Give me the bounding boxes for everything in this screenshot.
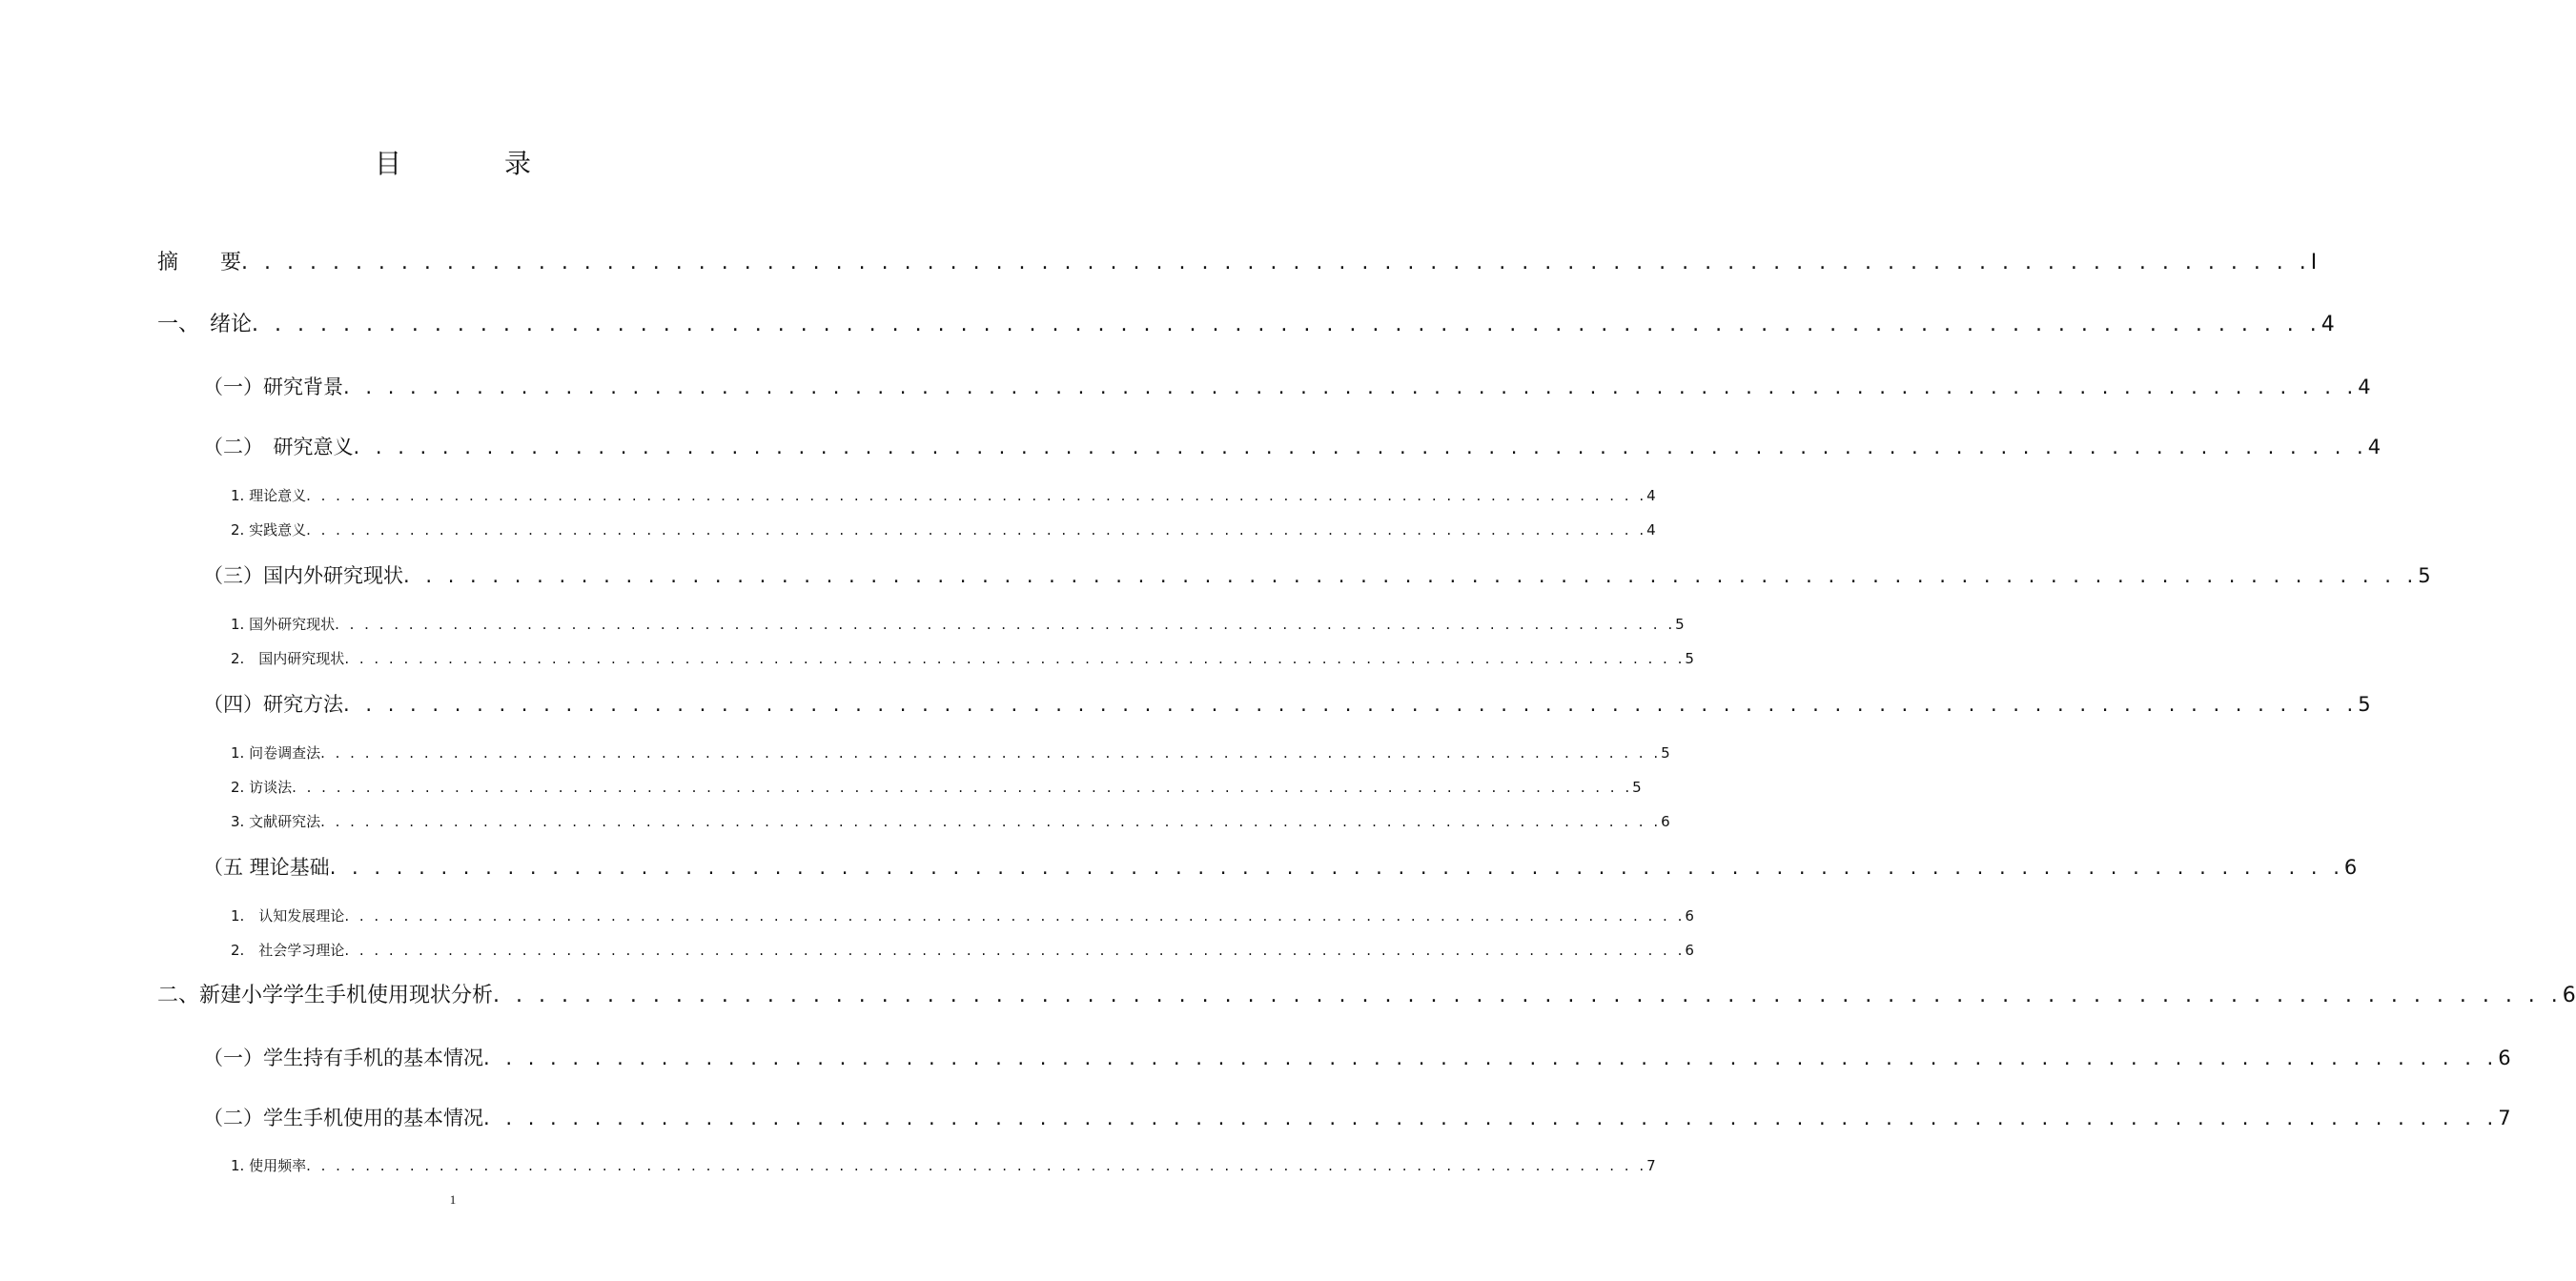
- toc-entry-chapter-1[interactable]: [157, 310, 2335, 340]
- toc-leader-dots: . . . . . . . . . . . . . . . . . . . . . . . . . . . . . . . . . . . . . . . . . . . . . . . . . . . . . . . . . . . . . . . . . . . . . . . . . . . . . . . . . . . . . . . . . . .: [483, 1047, 2499, 1069]
- toc-leader-dots: . . . . . . . . . . . . . . . . . . . . . . . . . . . . . . . . . . . . . . . . . . . . . . . . . . . . . . . . . . . . . . . . . . . . . . . . . . . . . . . . . . . . . . . . . . .: [320, 744, 1662, 762]
- toc-page-number: 6: [1685, 907, 1694, 925]
- toc-entry-sub-1-4-2[interactable]: [231, 777, 1642, 798]
- toc-entry-label: （二） 研究意义: [203, 436, 354, 458]
- toc-page-number: 7: [1646, 1157, 1656, 1174]
- toc-leader-dots: . . . . . . . . . . . . . . . . . . . . . . . . . . . . . . . . . . . . . . . . . . . . . . . . . . . . . . . . . . . . . . . . . . . . . . . . . . . . . . . . . . . . . . . . . . .: [306, 1157, 1647, 1174]
- page-title: 目 录: [374, 148, 569, 179]
- toc-entry-label: 二、新建小学学生手机使用现状分析: [157, 984, 494, 1007]
- toc-entry-label: 1. 国外研究现状: [231, 616, 336, 633]
- toc-entry-sub-1-4-1[interactable]: [231, 742, 1670, 763]
- toc-leader-dots: . . . . . . . . . . . . . . . . . . . . . . . . . . . . . . . . . . . . . . . . . . . . . . . . . . . . . . . . . . . . . . . . . . . . . . . . . . . . . . . . . . . . . . . . . . .: [292, 779, 1633, 796]
- toc-leader-dots: . . . . . . . . . . . . . . . . . . . . . . . . . . . . . . . . . . . . . . . . . . . . . . . . . . . . . . . . . . . . . . . . . . . . . . . . . . . . . . . . . . . . . . . . . . .: [403, 564, 2419, 587]
- toc-entry-sub-1-5-1[interactable]: [231, 905, 1694, 926]
- toc-page-number: 6: [1661, 813, 1670, 830]
- toc-entry-label: 1. 问卷调查法: [231, 744, 321, 762]
- toc-entry-section-1-5[interactable]: [203, 853, 2358, 882]
- toc-entry-label: 2. 国内研究现状: [231, 650, 345, 667]
- toc-entry-label: （三）国内外研究现状: [203, 564, 403, 587]
- toc-page-number: 4: [2320, 313, 2335, 336]
- toc-page-number: 6: [2562, 984, 2576, 1007]
- toc-entry-section-2-1[interactable]: [203, 1044, 2511, 1072]
- toc-entry-label: 2. 社会学习理论: [231, 942, 345, 959]
- toc-entry-sub-2-2-1[interactable]: [231, 1155, 1656, 1176]
- toc-page-number: 5: [1632, 779, 1642, 796]
- toc-leader-dots: . . . . . . . . . . . . . . . . . . . . . . . . . . . . . . . . . . . . . . . . . . . . . . . . . . . . . . . . . . . . . . . . . . . . . . . . . . . . . . . . . . . . . . . . . . .: [252, 313, 2321, 336]
- toc-entry-label: 1. 使用频率: [231, 1157, 307, 1174]
- toc-entry-section-1-1[interactable]: [203, 373, 2371, 401]
- toc-entry-sub-1-2-1[interactable]: [231, 485, 1656, 506]
- toc-leader-dots: . . . . . . . . . . . . . . . . . . . . . . . . . . . . . . . . . . . . . . . . . . . . . . . . . . . . . . . . . . . . . . . . . . . . . . . . . . . . . . . . . . . . . . . . . . .: [493, 984, 2563, 1007]
- toc-page-number: 4: [1646, 487, 1656, 504]
- toc-page-number: 6: [2343, 856, 2358, 879]
- toc-leader-dots: . . . . . . . . . . . . . . . . . . . . . . . . . . . . . . . . . . . . . . . . . . . . . . . . . . . . . . . . . . . . . . . . . . . . . . . . . . . . . . . . . . . . . . . . . . .: [320, 813, 1662, 830]
- toc-entry-label: （二）学生手机使用的基本情况: [203, 1107, 483, 1129]
- toc-entry-sub-1-2-2[interactable]: [231, 519, 1656, 540]
- toc-leader-dots: . . . . . . . . . . . . . . . . . . . . . . . . . . . . . . . . . . . . . . . . . . . . . . . . . . . . . . . . . . . . . . . . . . . . . . . . . . . . . . . . . . . . . . . . . . .: [483, 1107, 2499, 1129]
- toc-entry-label: （一）研究背景: [203, 376, 343, 398]
- toc-entry-label: 1. 理论意义: [231, 487, 307, 504]
- toc-leader-dots: . . . . . . . . . . . . . . . . . . . . . . . . . . . . . . . . . . . . . . . . . . . . . . . . . . . . . . . . . . . . . . . . . . . . . . . . . . . . . . . . . . . . . . . . . . .: [306, 487, 1647, 504]
- toc-leader-dots: . . . . . . . . . . . . . . . . . . . . . . . . . . . . . . . . . . . . . . . . . . . . . . . . . . . . . . . . . . . . . . . . . . . . . . . . . . . . . . . . . . . . . . . . . . .: [343, 693, 2359, 716]
- toc-entry-section-1-2[interactable]: [203, 433, 2382, 461]
- toc-leader-dots: . . . . . . . . . . . . . . . . . . . . . . . . . . . . . . . . . . . . . . . . . . . . . . . . . . . . . . . . . . . . . . . . . . . . . . . . . . . . . . . . . . . . . . . . . . .: [306, 521, 1647, 539]
- toc-entry-label: 摘 要: [157, 251, 242, 274]
- toc-page-number: 4: [2358, 376, 2371, 398]
- toc-entry-section-1-4[interactable]: [203, 690, 2371, 719]
- toc-entry-label: （一）学生持有手机的基本情况: [203, 1047, 483, 1069]
- toc-entry-label: （四）研究方法: [203, 693, 343, 716]
- toc-page-number: 5: [1661, 744, 1670, 762]
- toc-entry-sub-1-3-2[interactable]: [231, 648, 1694, 669]
- toc-leader-dots: . . . . . . . . . . . . . . . . . . . . . . . . . . . . . . . . . . . . . . . . . . . . . . . . . . . . . . . . . . . . . . . . . . . . . . . . . . . . . . . . . . . . . . . . . . .: [241, 251, 2311, 274]
- toc-entry-label: 2. 访谈法: [231, 779, 293, 796]
- toc-entry-abstract[interactable]: [157, 248, 2318, 278]
- toc-leader-dots: . . . . . . . . . . . . . . . . . . . . . . . . . . . . . . . . . . . . . . . . . . . . . . . . . . . . . . . . . . . . . . . . . . . . . . . . . . . . . . . . . . . . . . . . . . .: [353, 436, 2368, 458]
- toc-page-number: 6: [1685, 942, 1694, 959]
- toc-entry-label: 3. 文献研究法: [231, 813, 321, 830]
- toc-leader-dots: . . . . . . . . . . . . . . . . . . . . . . . . . . . . . . . . . . . . . . . . . . . . . . . . . . . . . . . . . . . . . . . . . . . . . . . . . . . . . . . . . . . . . . . . . . .: [343, 376, 2359, 398]
- toc-entry-label: （五 理论基础: [203, 856, 330, 879]
- toc-page-number: 4: [2367, 436, 2382, 458]
- page-number-footer: 1: [449, 1192, 457, 1207]
- toc-page-number: 5: [1675, 616, 1685, 633]
- toc-page-number: 6: [2498, 1047, 2511, 1069]
- toc-page-number: 5: [2418, 564, 2431, 587]
- toc-entry-label: 1. 认知发展理论: [231, 907, 345, 925]
- toc-leader-dots: . . . . . . . . . . . . . . . . . . . . . . . . . . . . . . . . . . . . . . . . . . . . . . . . . . . . . . . . . . . . . . . . . . . . . . . . . . . . . . . . . . . . . . . . . . .: [344, 942, 1686, 959]
- toc-page-number: 4: [1646, 521, 1656, 539]
- toc-entry-sub-1-4-3[interactable]: [231, 811, 1670, 832]
- toc-entry-section-1-3[interactable]: [203, 561, 2431, 590]
- toc-entry-sub-1-3-1[interactable]: [231, 614, 1685, 635]
- toc-page-number: I: [2310, 251, 2318, 274]
- toc-page-number: 7: [2498, 1107, 2511, 1129]
- toc-entry-label: 一、 绪论: [157, 313, 253, 336]
- toc-entry-section-2-2[interactable]: [203, 1104, 2511, 1132]
- toc-entry-label: 2. 实践意义: [231, 521, 307, 539]
- toc-leader-dots: . . . . . . . . . . . . . . . . . . . . . . . . . . . . . . . . . . . . . . . . . . . . . . . . . . . . . . . . . . . . . . . . . . . . . . . . . . . . . . . . . . . . . . . . . . .: [335, 616, 1676, 633]
- toc-page-number: 5: [1685, 650, 1694, 667]
- toc-entry-chapter-2[interactable]: [157, 981, 2576, 1011]
- toc-entry-sub-1-5-2[interactable]: [231, 940, 1694, 961]
- toc-leader-dots: . . . . . . . . . . . . . . . . . . . . . . . . . . . . . . . . . . . . . . . . . . . . . . . . . . . . . . . . . . . . . . . . . . . . . . . . . . . . . . . . . . . . . . . . . . .: [344, 650, 1686, 667]
- toc-leader-dots: . . . . . . . . . . . . . . . . . . . . . . . . . . . . . . . . . . . . . . . . . . . . . . . . . . . . . . . . . . . . . . . . . . . . . . . . . . . . . . . . . . . . . . . . . . .: [329, 856, 2344, 879]
- toc-leader-dots: . . . . . . . . . . . . . . . . . . . . . . . . . . . . . . . . . . . . . . . . . . . . . . . . . . . . . . . . . . . . . . . . . . . . . . . . . . . . . . . . . . . . . . . . . . .: [344, 907, 1686, 925]
- toc-page-number: 5: [2358, 693, 2371, 716]
